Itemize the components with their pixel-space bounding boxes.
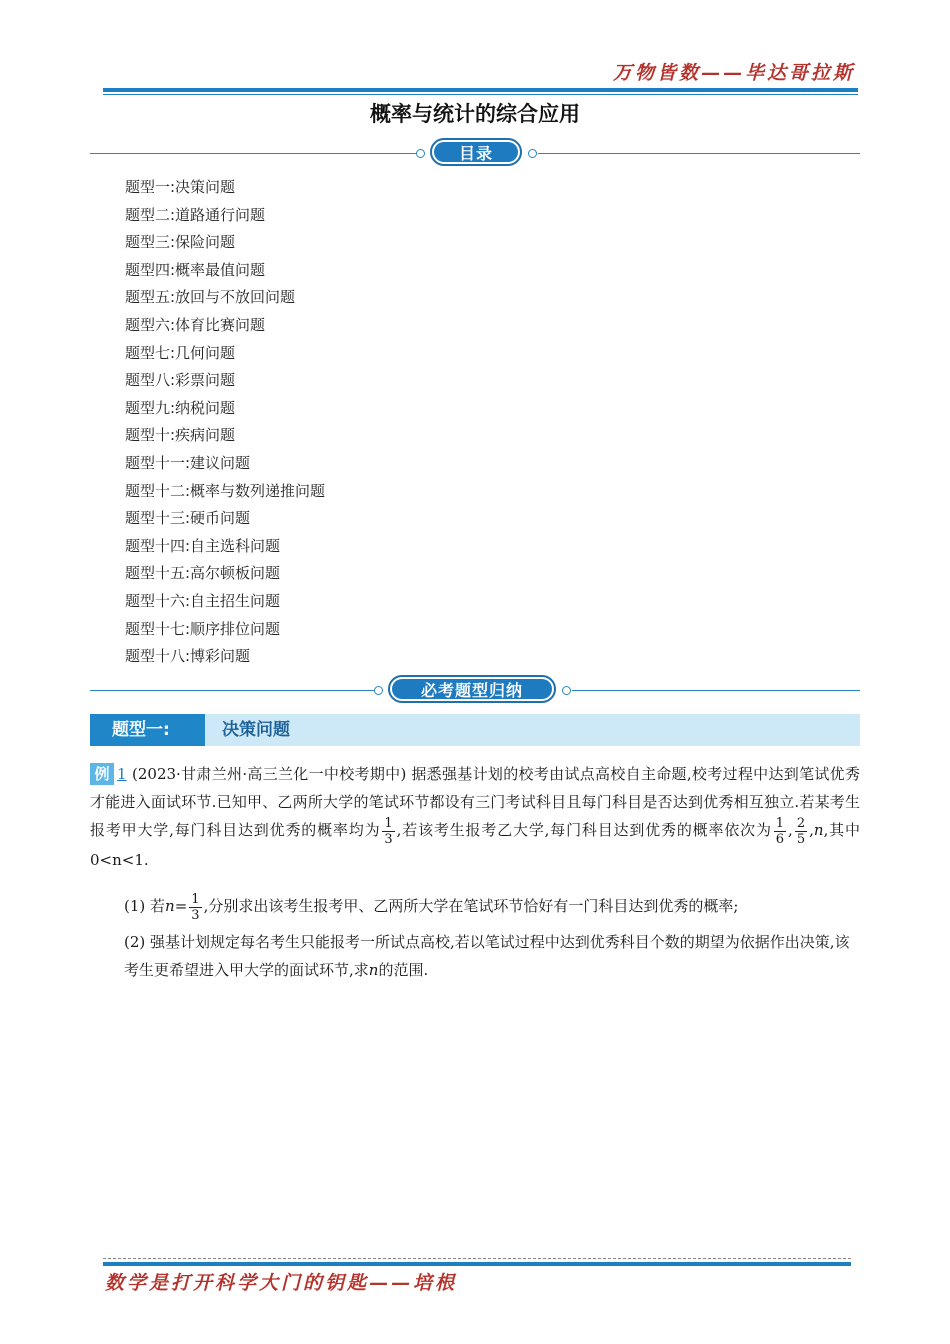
section-banner-label: 必考题型归纳 [392,679,552,699]
variable-n: n [165,897,175,915]
toc-item[interactable]: 题型一:决策问题 [125,178,236,196]
fraction-denominator: 5 [796,831,806,847]
banner-line-right [538,153,860,154]
toc-label: 目录 [434,142,518,162]
toc-list [125,174,325,671]
fraction-denominator: 6 [775,831,785,847]
question-2 [124,928,860,984]
banner-circle-right [528,149,537,158]
fraction-numerator: 1 [191,891,200,907]
toc-item[interactable]: 题型八:彩票问题 [125,371,236,390]
q2-text-end: 的范围. [378,961,429,979]
toc-item[interactable]: 题型十:疾病问题 [125,426,236,445]
toc-banner [90,138,860,170]
toc-item[interactable]: 题型十五:高尔顿板问题 [125,564,281,583]
example-number: 1 [117,765,127,783]
section-banner [90,675,860,707]
footer-dashed-rule [103,1258,851,1259]
q1-prefix: (1) 若 [124,897,166,915]
banner-circle-right [562,686,571,695]
toc-item[interactable]: 题型五:放回与不放回问题 [125,288,296,307]
example-source: (2023·甘肃兰州·高三兰化一中校考期中) [132,765,407,783]
banner-line-left [90,690,374,691]
fraction-numerator: 1 [775,815,785,831]
q1-eq: = [174,897,188,915]
section-banner-pill [388,675,556,703]
toc-item[interactable]: 题型十八:博彩问题 [125,647,251,666]
toc-item[interactable]: 题型十三:硬币问题 [125,509,251,528]
toc-label-pill [430,138,522,166]
toc-item[interactable]: 题型三:保险问题 [125,233,236,252]
section-tag: 题型一: [90,714,205,746]
fraction-b [774,817,786,846]
question-1 [124,892,860,922]
banner-circle-left [374,686,383,695]
header-motto: 万物皆数——毕达哥拉斯 [612,62,855,84]
section-name: 决策问题 [222,720,290,740]
fraction-numerator: 2 [796,815,806,831]
page-title: 概率与统计的综合应用 [370,102,580,126]
banner-line-right [572,690,860,691]
banner-circle-left [416,149,425,158]
q2-text: (2) 强基计划规定每名考生只能报考一所试点高校,若以笔试过程中达到优秀科目个数的期望为依据作出决策,该考生更希望进入甲大学的面试环节,求 [124,933,850,979]
toc-item[interactable]: 题型九:纳税问题 [125,398,236,417]
fraction-denominator: 3 [384,831,393,847]
example-text-2: ,若该考生报考乙大学,每门科目达到优秀的概率依次为 [396,821,772,839]
variable-n: n [368,961,379,979]
toc-item[interactable]: 题型四:概率最值问题 [125,260,266,279]
toc-item[interactable]: 题型十七:顺序排位问题 [125,619,281,638]
section-header [90,714,860,746]
toc-item[interactable]: 题型十二:概率与数列递推问题 [125,481,326,500]
example-mark: 例 [90,763,114,785]
fraction-denominator: 3 [191,907,200,923]
inequality: 0<n<1. [90,850,149,869]
fraction-a [382,817,394,846]
example-body: (2023·甘肃兰州·高三兰化一中校考期中) 据悉强基计划的校考由试点高校自主命题,校考过程中达到笔试优秀才能进入面试环节.已知甲、乙两所大学的笔试环节都设有三门考试科目且每门科目是否达到优秀相互独立.若某考生报考甲大学,每门科目达到优秀的概率均为 $\frac{1}{3}$ ,若该考生报考乙大学,每门科目达到优秀的概率依次为 $\frac{1}{6}$ , $\frac{2}{5}$ ,n,其中0<n<1. [90,765,860,869]
toc-item[interactable]: 题型十六:自主招生问题 [125,591,281,610]
variable-n: n [813,821,824,839]
toc-item[interactable]: 题型二:道路通行问题 [125,205,266,224]
toc-item[interactable]: 题型六:体育比赛问题 [125,315,266,334]
header-rule [103,88,858,92]
toc-item[interactable]: 题型十四:自主选科问题 [125,536,281,555]
fraction-numerator: 1 [384,815,393,831]
example-text-3: ,其中 [823,821,860,839]
header-rule-thin [103,94,858,95]
q1-fraction [189,893,201,922]
toc-item[interactable]: 题型十一:建议问题 [125,453,251,472]
q1-text: ,分别求出该考生报考甲、乙两所大学在笔试环节恰好有一门科目达到优秀的概率; [203,897,739,915]
fraction-c [795,817,807,846]
footer-motto: 数学是打开科学大门的钥匙——培根 [105,1272,458,1294]
example-text-1: 据悉强基计划的校考由试点高校自主命题,校考过程中达到笔试优秀才能进入面试环节.已知甲、乙两所大学的笔试环节都设有三门考试科目且每门科目是否达到优秀相互独立.若某考生报考甲大学,每门科目达到优秀的概率均为 [90,765,860,839]
footer-rule [103,1262,851,1266]
banner-line-left [90,153,416,154]
toc-item[interactable]: 题型七:几何问题 [125,343,236,362]
